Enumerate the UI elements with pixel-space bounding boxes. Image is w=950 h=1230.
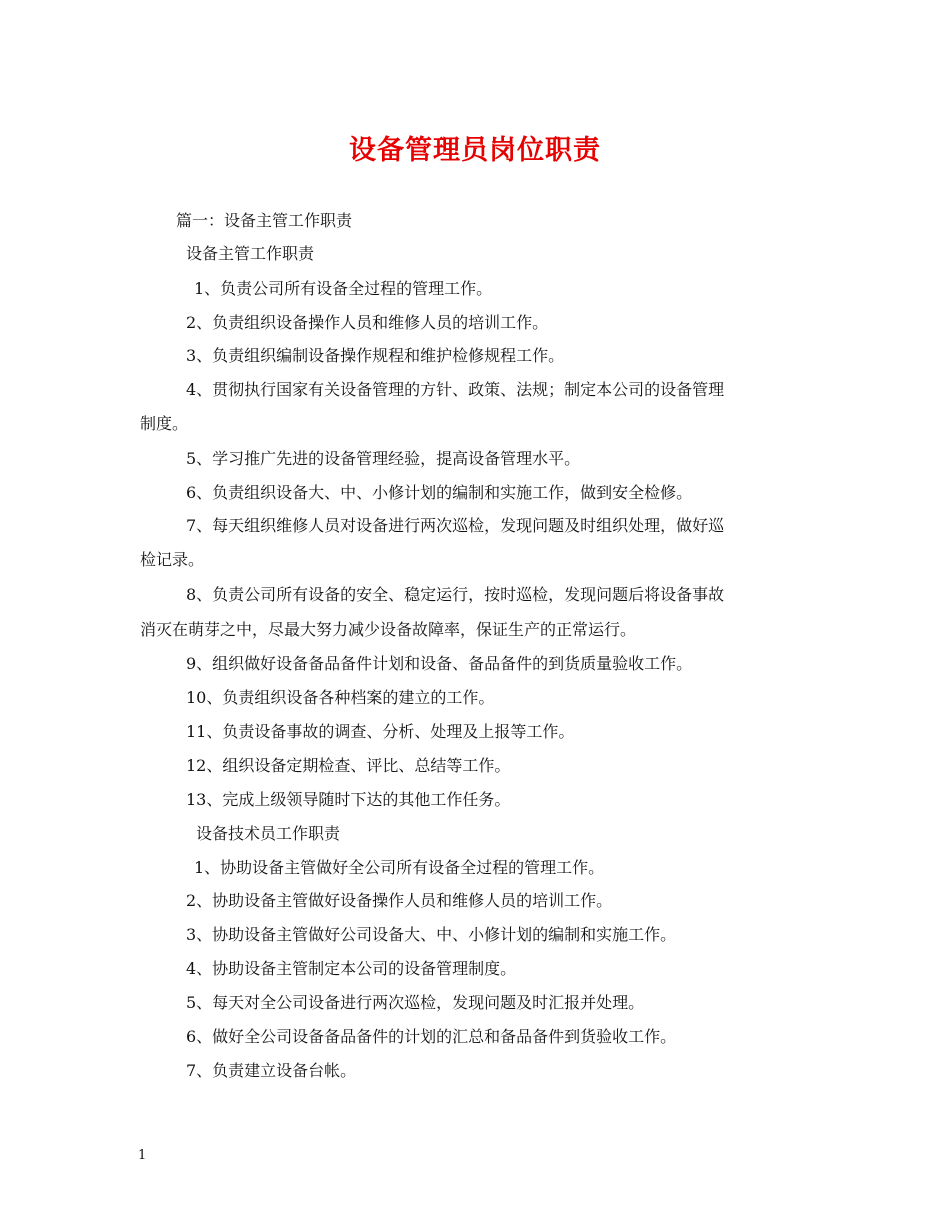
list-item: 3、负责组织编制设备操作规程和维护检修规程工作。: [186, 346, 565, 365]
list-item: 8、负责公司所有设备的安全、稳定运行，按时巡检，发现问题后将设备事故: [186, 585, 725, 604]
page-number: 1: [138, 1148, 147, 1163]
list-item: 5、学习推广先进的设备管理经验，提高设备管理水平。: [186, 449, 581, 468]
list-item: 12、组织设备定期检查、评比、总结等工作。: [186, 756, 511, 775]
section-heading: 篇一：设备主管工作职责: [176, 211, 353, 230]
list-item: 11、负责设备事故的调查、分析、处理及上报等工作。: [186, 722, 575, 741]
list-item: 13、完成上级领导随时下达的其他工作任务。: [186, 790, 511, 809]
list-item: 7、每天组织维修人员对设备进行两次巡检，发现问题及时组织处理，做好巡: [186, 516, 725, 535]
list-item: 4、协助设备主管制定本公司的设备管理制度。: [186, 959, 517, 978]
subsection-heading: 设备技术员工作职责: [196, 824, 341, 843]
list-item: 10、负责组织设备各种档案的建立的工作。: [186, 688, 495, 707]
list-item: 4、贯彻执行国家有关设备管理的方针、政策、法规；制定本公司的设备管理: [186, 380, 725, 399]
subsection-heading: 设备主管工作职责: [186, 244, 315, 263]
list-item: 5、每天对全公司设备进行两次巡检，发现问题及时汇报并处理。: [186, 993, 645, 1012]
list-item: 6、负责组织设备大、中、小修计划的编制和实施工作，做到安全检修。: [186, 483, 693, 502]
list-item: 2、负责组织设备操作人员和维修人员的培训工作。: [186, 313, 549, 332]
list-item: 2、协助设备主管做好设备操作人员和维修人员的培训工作。: [186, 891, 613, 910]
list-item: 1、协助设备主管做好全公司所有设备全过程的管理工作。: [194, 858, 605, 877]
list-item-continuation: 检记录。: [140, 550, 205, 569]
list-item: 3、协助设备主管做好公司设备大、中、小修计划的编制和实施工作。: [186, 925, 677, 944]
list-item: 9、组织做好设备备品备件计划和设备、备品备件的到货质量验收工作。: [186, 654, 693, 673]
list-item: 1、负责公司所有设备全过程的管理工作。: [194, 279, 493, 298]
list-item-continuation: 制度。: [140, 414, 189, 433]
document-title: 设备管理员岗位职责: [349, 135, 601, 166]
list-item-continuation: 消灭在萌芽之中，尽最大努力减少设备故障率，保证生产的正常运行。: [140, 620, 637, 639]
list-item: 6、做好全公司设备备品备件的计划的汇总和备品备件到货验收工作。: [186, 1027, 677, 1046]
list-item: 7、负责建立设备台帐。: [186, 1061, 357, 1080]
